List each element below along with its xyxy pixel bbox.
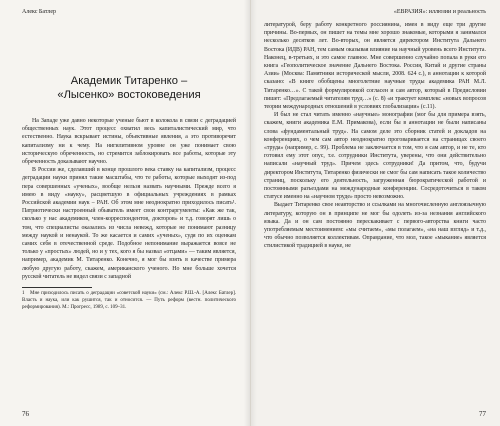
paragraph: Выдает Титаренко свое неавторство и ссылками на многочисленную англоязычную литературу, которую он в принципе не мог бы одолеть из-за незнания английского языка. Да и он сам постоянно перескакивает с первого-авторства книги часто употребляемым местоимением: «мы считаем», «мы полагаем», «на наш взгляд» и т.д., что обычно позволяется коллективам. Оправдание, что мол, такое «мыкание» является стилистикой традицией в науке, не bbox=[264, 202, 486, 250]
paragraph: На Западе уже давно некоторые ученые бьют в колокола в связи с деградацией общественных наук. Этот процесс охватил весь капиталистический мир, что естественно. Наука вскрывает истины, объективные явления, а это противоречит капитализму ни к чему. На нигилитивном уровне он уже понимает свою историческую обреченность, но стремится заблокировать все работы, которые эту обреченность доказывают научно. bbox=[22, 118, 236, 166]
footnote-text: Мне приходилось писать о деградации «советской науки» (см.: Алекс Р.Ш.-А. [Алекс Батлер]. Власть и наука, или как рушится, так и относится. — Путь реформ (вестн. политического реформирования). М.: Прогресс, 1989, с. 109–31. bbox=[22, 291, 236, 311]
right-body-text bbox=[264, 21, 486, 251]
running-head-book-title: «ЕВРАЗИЯ»: иллюзии и реальность bbox=[393, 9, 486, 15]
footnote-separator bbox=[22, 287, 92, 288]
paragraph: литературой, беру работу конкретного россиянина, имея в виду еще три другие причины. Во-первых, он пишет на темы мне хорошо знакомые, которыми я занимался несколько десятков лет. Во-вторых, он является директором Института Дальнего Востока (ИДВ) РАН, тем самым оказывая влияние на научный уровень всего Института. Наконец, в-третьих, и это самое главное. Мне совершенно случайно попала в руки его книга «Геополитическое значение Дальнего Востока. Россия, Китай и другие страны Азии» (Москва: Памятники исторической мысли, 2008. 624 с.), в аннотации к которой сказано: «В книге обобщены многолетние научные труды академика РАН М.Л. Титаренко…». С такой формулировкой согласен и сам автор, который в Предисловии пишет: «Предлагаемый читателям труд…» (с. 8) «и трактует комплекс «новых вопросов теории международных отношений в условиях глобализации» (с.11). bbox=[264, 22, 486, 111]
footnote-number: 1 bbox=[22, 291, 25, 297]
left-body-text bbox=[22, 117, 236, 281]
paragraph: В России же, сделавший в конце прошлого века ставку на капитализм, процесс деградации науки принял такие масштабы, что те работы, которые выходят из-под пера совершенных «ученых», вообще нельзя назвать научными. Прежде всего я имею в виду «науку», расцветшую в официальных учреждениях в рамках Российской академии наук – РАН. Об этом мне неоднократно приходилось писать¹. Патриотически настроенный обыватель имеет свои контраргументы: «Как же так, сколько у нас академиков, член-корреспондентов, докторов» и т.д. говорят лишь о том, что специалисты оказались из числа невежд, которые не понимают разницу между наукой и ненаукой. То же касается и самих «ученых», судя по их оценкам самих себя в отечественной среде. Подобное непонимание выражается вовсе не только у «простых» людей, но и у тех, кого я бы назвал «отцами» — таким является, например, академик М. Титаренко. Конечно, я мог бы взять в качестве примера любую другую работу, скажем, американского ученого. Но мне больше хочется русской читатель не видел связи с западной bbox=[22, 167, 236, 280]
paragraph: И был не стал читать именно «научные» монографии (мог бы для примера взять, скажем, книги академика Е.М. Примакова), если бы в аннотации не были написаны слова «фундаментальный труд». На самом деле это сборник статей и докладов на конференциях, о чем сам автор неоднократно проговаривается на страницах своего «труда» (например, с. 99). Проблема не заключается в том, что я сам автор, и не те, кто готовил ему этот опус, т.е. сотрудники Института, уверены, что они действительно написали «научный труд». Причем здесь сотрудники! Да притом, что, будучи директором Института, Титаренко физически не смог бы сам написать такое количество страниц, поскольку его деятельность, загруженная бюрократической работой и постоянными разъездами на международные конференции. Сосредоточиться в таком статусе именно на «научном труде» просто невозможно. bbox=[264, 112, 486, 201]
chapter-title-line-2: «Лысенко» востоковедения bbox=[57, 89, 201, 101]
chapter-title bbox=[22, 74, 236, 102]
right-page bbox=[250, 0, 500, 426]
page-number-left: 76 bbox=[22, 410, 29, 418]
gutter-shadow-right bbox=[251, 0, 257, 426]
page-number-right: 77 bbox=[479, 410, 486, 418]
chapter-title-line-1: Академик Титаренко – bbox=[70, 75, 188, 87]
running-head-author: Алекс Батлер bbox=[22, 9, 57, 15]
footnote bbox=[22, 290, 236, 311]
